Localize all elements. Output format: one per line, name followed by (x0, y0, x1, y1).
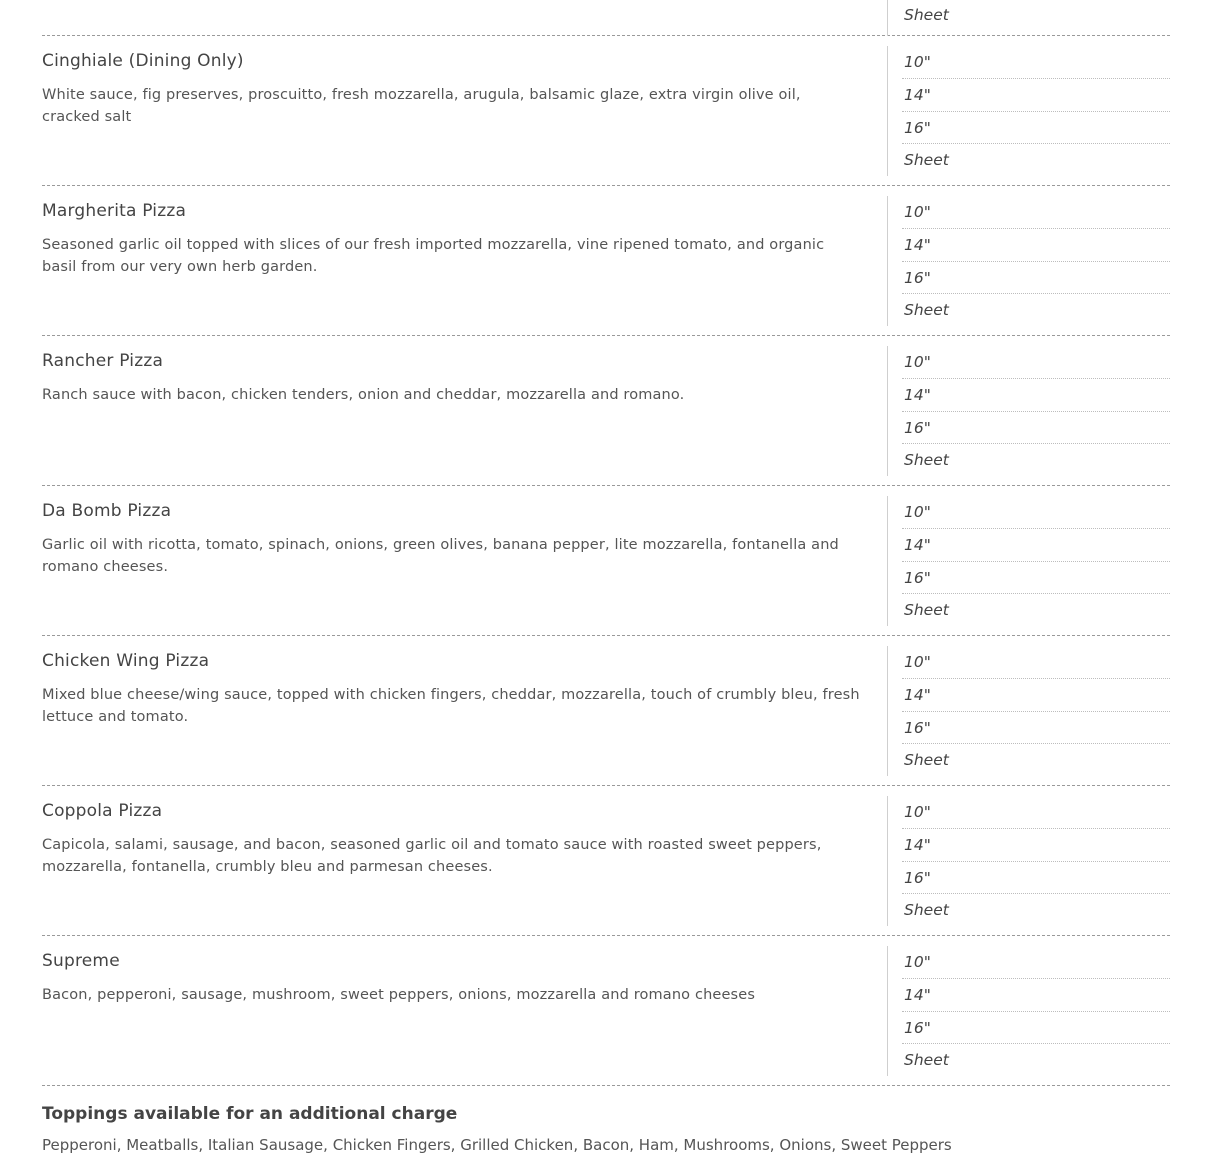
size-option[interactable]: Sheet (904, 601, 949, 620)
menu-item (42, 36, 1170, 186)
size-option[interactable]: Sheet (904, 751, 949, 770)
menu-item-info (42, 496, 887, 635)
toppings-list: Pepperoni, Meatballs, Italian Sausage, Chicken Fingers, Grilled Chicken, Bacon, Ham, Mushrooms, Onions, Sweet Peppers (42, 1136, 952, 1154)
menu-item-info (42, 946, 887, 1085)
menu-item-info (42, 0, 887, 35)
menu-item-description: White sauce, fig preserves, proscuitto, fresh mozzarella, arugula, balsamic glaze, extra virgin olive oil, cracked salt (42, 87, 801, 125)
menu-list (42, 0, 1170, 1086)
menu-item-info (42, 346, 887, 485)
size-option[interactable]: 10" (902, 946, 1170, 979)
size-option[interactable]: 14" (902, 79, 1170, 112)
menu-item-description: Ranch sauce with bacon, chicken tenders, onion and cheddar, mozzarella and romano. (42, 387, 685, 403)
menu-item (42, 486, 1170, 636)
size-list (887, 346, 1170, 476)
menu-item-name: Coppola Pizza (42, 801, 163, 821)
size-list (887, 646, 1170, 776)
size-option[interactable]: 14" (902, 229, 1170, 262)
size-option[interactable]: 10" (902, 346, 1170, 379)
size-option[interactable]: Sheet (904, 6, 949, 24)
menu-item (42, 786, 1170, 936)
menu-item-description: Garlic oil with ricotta, tomato, spinach, onions, green olives, banana pepper, lite mozzarella, fontanella and romano cheeses. (42, 537, 839, 575)
menu-items (42, 36, 1170, 1086)
menu-item (42, 186, 1170, 336)
menu-item (42, 636, 1170, 786)
size-list (887, 0, 1170, 36)
menu-item-name: Da Bomb Pizza (42, 501, 172, 521)
menu-item-previous (42, 0, 1170, 36)
menu-item-name: Chicken Wing Pizza (42, 651, 210, 671)
menu-item-name: Supreme (42, 951, 120, 971)
size-option[interactable]: 14" (902, 679, 1170, 712)
menu-item-description: Bacon, pepperoni, sausage, mushroom, sweet peppers, onions, mozzarella and romano cheeses (42, 987, 756, 1003)
size-option[interactable]: 10" (902, 196, 1170, 229)
size-option[interactable]: 16" (902, 1012, 1170, 1045)
menu-item-name: Margherita Pizza (42, 201, 187, 221)
size-list (887, 796, 1170, 926)
toppings-heading: Toppings available for an additional charge (42, 1104, 458, 1124)
size-option[interactable]: 16" (902, 712, 1170, 745)
menu-item-name: Rancher Pizza (42, 351, 164, 371)
menu-item (42, 336, 1170, 486)
menu-item-info (42, 796, 887, 935)
size-option[interactable]: Sheet (904, 901, 949, 920)
size-list (887, 946, 1170, 1076)
menu-item-description: Seasoned garlic oil topped with slices of our fresh imported mozzarella, vine ripened tomato, and organic basil from our very own herb garden. (42, 237, 825, 275)
size-option[interactable]: 10" (902, 646, 1170, 679)
menu-item-description: Mixed blue cheese/wing sauce, topped with chicken fingers, cheddar, mozzarella, touch of crumbly bleu, fresh lettuce and tomato. (42, 687, 860, 725)
size-option[interactable]: Sheet (904, 1051, 949, 1070)
size-option[interactable]: 14" (902, 979, 1170, 1012)
size-option[interactable]: Sheet (904, 151, 949, 170)
size-option[interactable]: 14" (902, 829, 1170, 862)
menu-item (42, 936, 1170, 1086)
menu-item-info (42, 196, 887, 335)
menu-item-info (42, 46, 887, 185)
size-option[interactable]: 14" (902, 529, 1170, 562)
size-option[interactable]: Sheet (904, 451, 949, 470)
menu-item-info (42, 646, 887, 785)
size-option[interactable]: 10" (902, 46, 1170, 79)
size-option[interactable]: 16" (902, 262, 1170, 295)
size-list (887, 196, 1170, 326)
size-option[interactable]: 14" (902, 379, 1170, 412)
size-list (887, 46, 1170, 176)
size-option[interactable]: 10" (902, 496, 1170, 529)
size-option[interactable]: 16" (902, 412, 1170, 445)
size-option[interactable]: 16" (902, 862, 1170, 895)
menu-item-name: Cinghiale (Dining Only) (42, 51, 244, 71)
size-option[interactable]: 10" (902, 796, 1170, 829)
size-option[interactable]: 16" (902, 562, 1170, 595)
size-list (887, 496, 1170, 626)
menu-item-description: Capicola, salami, sausage, and bacon, seasoned garlic oil and tomato sauce with roasted sweet peppers, mozzarella, fontanella, crumbly bleu and parmesan cheeses. (42, 837, 822, 875)
size-option[interactable]: 16" (902, 112, 1170, 145)
size-option[interactable]: Sheet (904, 301, 949, 320)
